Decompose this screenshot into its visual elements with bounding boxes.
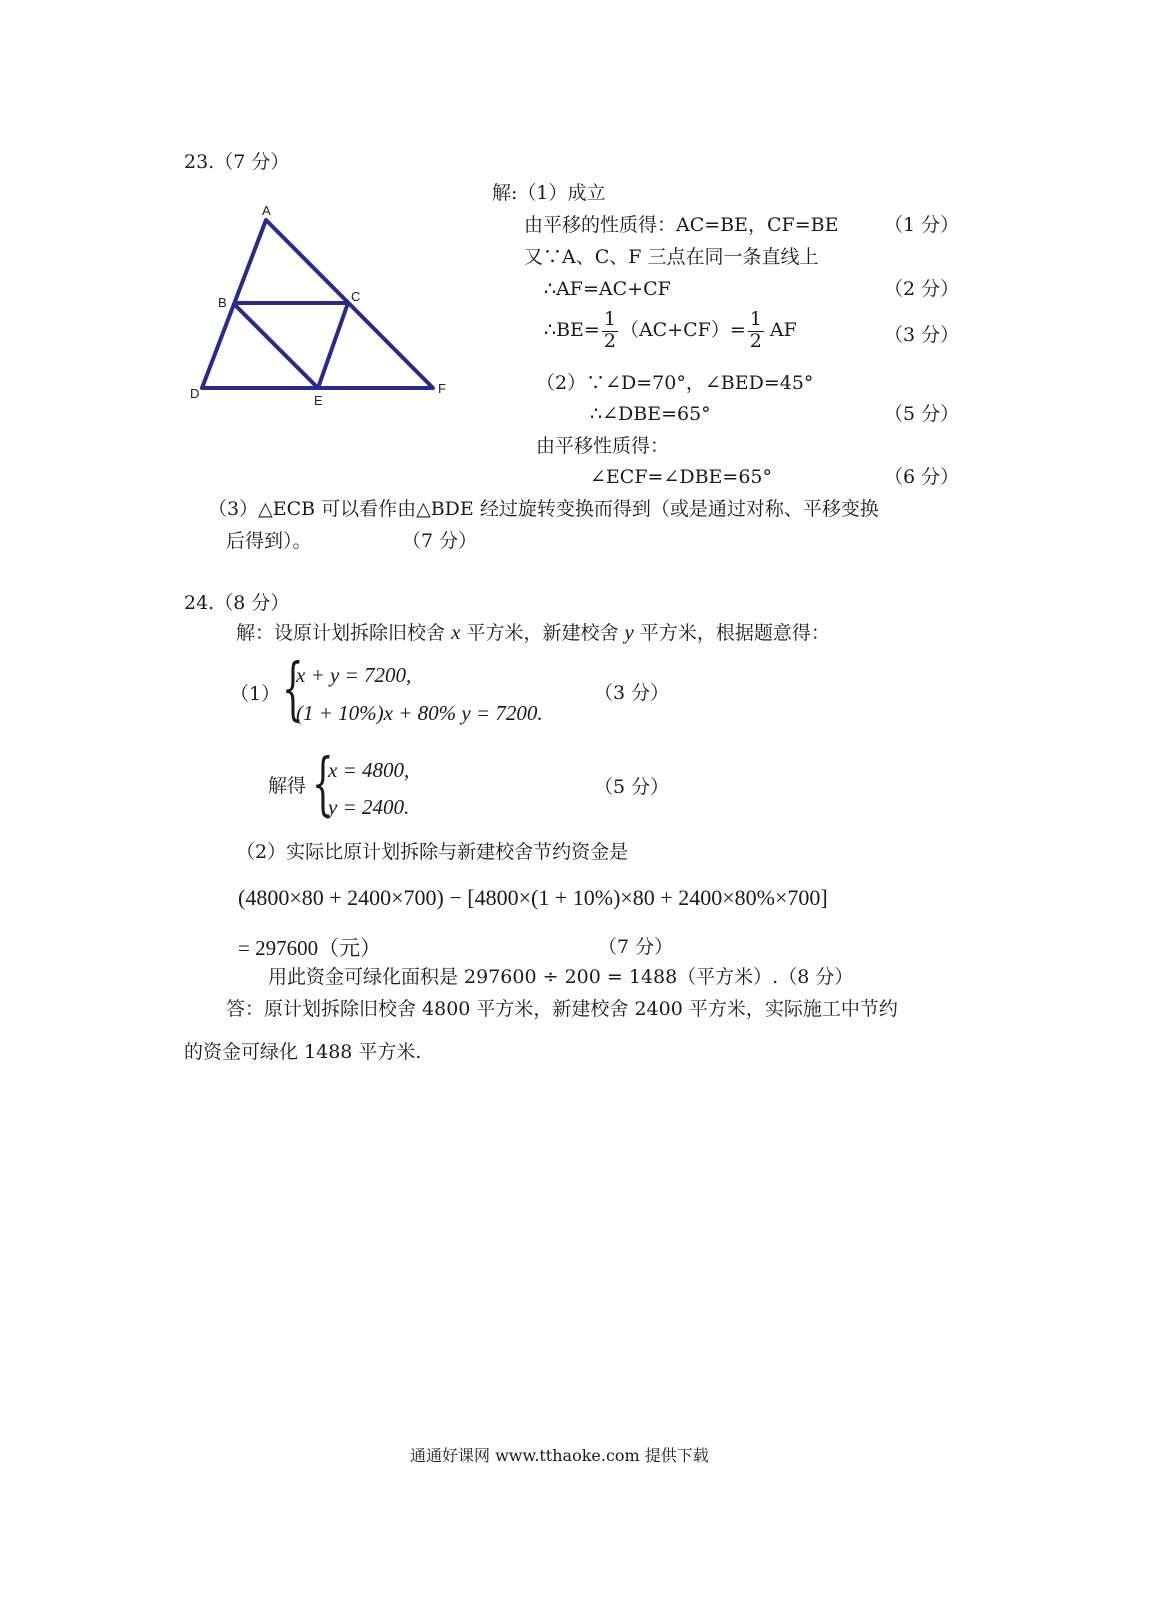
q23-line1: 解:（1）成立 [492,182,606,204]
q24-intro-b: 平方米，新建校舍 [466,622,619,644]
fraction-numerator: 1 [749,308,762,330]
q23-line5-b: （AC+CF）= [619,319,746,342]
footer-text: 通通好课网 www.tthaoke.com 提供下载 [410,1446,709,1465]
q23-line5-a: ∴BE= [544,319,600,342]
result-score: （7 分） [598,936,674,958]
answer-line2: 的资金可绿化 1488 平方米. [184,1041,422,1063]
part1-score: （3 分） [594,682,670,704]
left-brace-system: { [282,650,304,730]
label-e: E [314,393,323,408]
q24-header: 24.（8 分） [184,592,290,614]
q23-line7-score: （5 分） [884,403,960,425]
answer-line1: 答：原计划拆除旧校舍 4800 平方米，新建校舍 2400 平方米，实际施工中节约 [226,998,898,1020]
q23-line4-score: （2 分） [884,278,960,300]
q23-line9: ∠ECF=∠DBE=65° [590,466,773,488]
q23-line9-score: （6 分） [884,466,960,488]
q24-intro-a: 解：设原计划拆除旧校舍 [236,622,446,644]
q24-intro-c: 平方米，根据题意得： [639,622,830,644]
fraction-half-2 [748,310,764,352]
solution-2: y = 2400. [328,795,410,819]
var-x: x [451,620,461,644]
fraction-denominator: 2 [603,329,616,352]
fraction-half-1 [602,310,618,352]
green-area-text: 用此资金可绿化面积是 297600 ÷ 200 = 1488（平方米）.（8 分） [268,966,854,988]
q23-line2: 由平移的性质得：AC=BE，CF=BE [524,214,839,236]
fraction-numerator: 1 [603,308,616,330]
q23-line6: （2）∵∠D=70°，∠BED=45° [536,372,814,394]
q23-line4: ∴AF=AC+CF [544,278,671,300]
var-y: y [624,620,634,644]
label-d: D [190,386,200,401]
label-b: B [218,295,227,310]
q23-line5-score: （3 分） [884,324,960,346]
q23-line5-c: AF [769,319,797,342]
segment-be [233,303,318,388]
solution-1: x = 4800, [328,758,410,782]
savings-expression: (4800×80 + 2400×700) − [4800×(1 + 10%)×80 + 2400×80%×700] [238,885,828,910]
label-a: A [262,203,271,218]
solve-score: （5 分） [594,776,670,798]
q23-line10: （3）△ECB 可以看作由△BDE 经过旋转变换而得到（或是通过对称、平移变换 [208,498,879,520]
q23-line5 [544,310,797,352]
q23-line11-score: （7 分） [402,530,478,552]
equation-1: x + y = 7200, [296,663,412,687]
part1-label: （1） [230,683,281,705]
q23-header: 23.（7 分） [184,151,290,173]
segment-ce [318,303,348,388]
label-c: C [351,289,361,304]
q23-line2-score: （1 分） [884,214,960,236]
q23-line3: 又∵A、C、F 三点在同一条直线上 [524,246,819,268]
label-f: F [438,381,446,396]
solve-label: 解得 [268,775,307,797]
q24-intro [236,622,830,643]
left-brace-solution: { [312,745,334,825]
q23-line7: ∴∠DBE=65° [590,403,711,425]
q23-line11: 后得到）。 [226,530,312,552]
equation-2: (1 + 10%)x + 80% y = 7200. [296,701,543,725]
part2-text: （2）实际比原计划拆除与新建校舍节约资金是 [236,841,629,863]
triangle-figure [180,195,480,425]
result: = 297600（元） [238,936,382,960]
q23-line8: 由平移性质得： [536,435,670,457]
fraction-denominator: 2 [749,329,762,352]
